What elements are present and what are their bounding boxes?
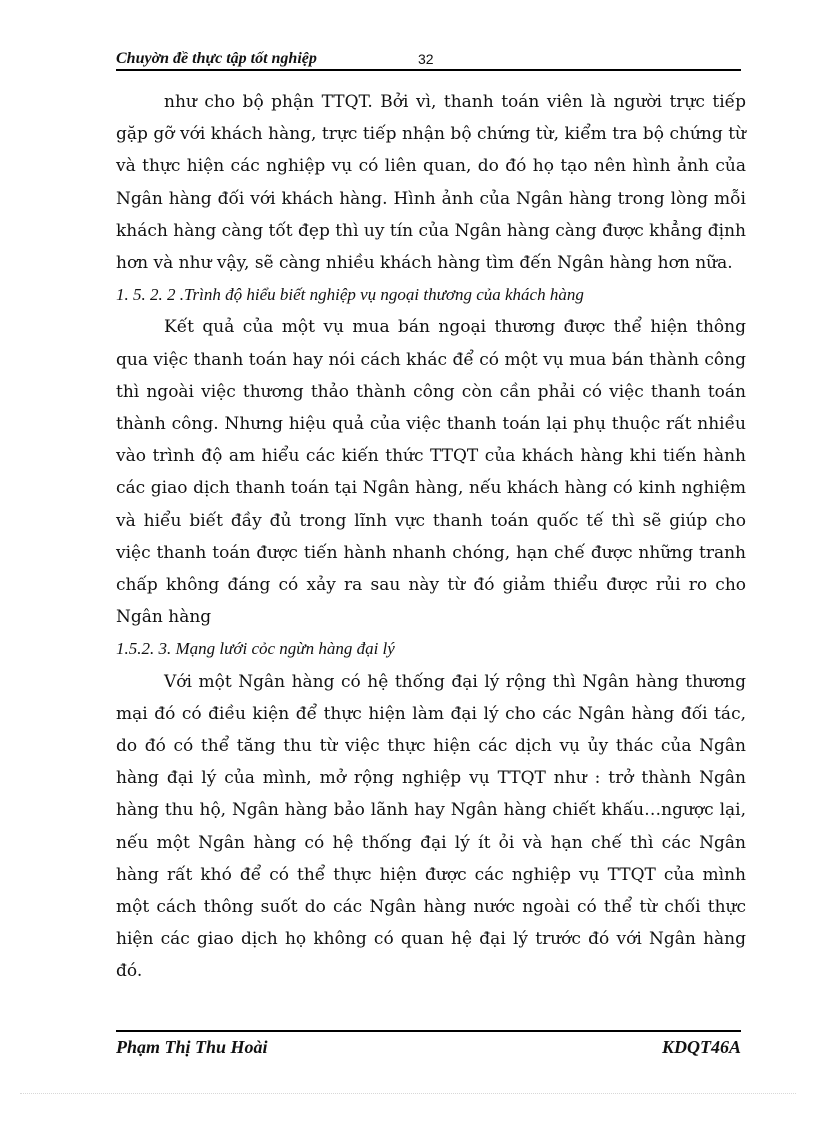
section-heading: 1.5.2. 3. Mạng lưới cỏc ngừn hàng đại lý bbox=[116, 639, 395, 659]
footer-divider bbox=[116, 1030, 741, 1032]
page-edge-divider bbox=[20, 1093, 796, 1094]
footer-author: Phạm Thị Thu Hoài bbox=[116, 1037, 268, 1057]
section-heading: 1. 5. 2. 2 .Trình độ hiểu biết nghiệp vụ ngoại thương của khách hàng bbox=[116, 285, 584, 305]
document-title: Chuyờn đề thực tập tốt nghiệp bbox=[116, 50, 317, 67]
page-number: 32 bbox=[418, 51, 434, 67]
body-paragraph: như cho bộ phận TTQT. Bởi vì, thanh toán viên là người trực tiếp gặp gỡ với khách hàng, trực tiếp nhận bộ chứng từ, kiểm tra bộ chứng từ và thực hiện các nghiệp vụ có liên quan, do đó họ tạo nên hình ảnh của Ngân hàng đối với khách hàng. Hình ảnh của Ngân hàng trong lòng mỗi khách hàng càng tốt đẹp thì uy tín của Ngân hàng càng được khẳng định hơn và như vậy, sẽ càng nhiều khách hàng tìm đến Ngân hàng hơn nữa. bbox=[116, 92, 746, 274]
header-divider bbox=[116, 69, 741, 71]
body-paragraph: Với một Ngân hàng có hệ thống đại lý rộng thì Ngân hàng thương mại đó có điều kiện để thực hiện làm đại lý cho các Ngân hàng đối tác, do đó có thể tăng thu từ việc thực hiện các dịch vụ ủy thác của Ngân hàng đại lý của mình, mở rộng nghiệp vụ TTQT như : trở thành Ngân hàng thu hộ, Ngân hàng bảo lãnh hay Ngân hàng chiết khấu…ngược lại, nếu một Ngân hàng có hệ thống đại lý ít ỏi và hạn chế thì các Ngân hàng rất khó để có thể thực hiện được các nghiệp vụ TTQT của mình một cách thông suốt do các Ngân hàng nước ngoài có thể từ chối thực hiện các giao dịch họ không có quan hệ đại lý trước đó với Ngân hàng đó. bbox=[116, 671, 746, 982]
document-body bbox=[116, 86, 746, 988]
body-paragraph: Kết quả của một vụ mua bán ngoại thương được thể hiện thông qua việc thanh toán hay nói cách khác để có một vụ mua bán thành công thì ngoài việc thương thảo thành công còn cần phải có việc thanh toán thành công. Nhưng hiệu quả của việc thanh toán lại phụ thuộc rất nhiều vào trình độ am hiểu các kiến thức TTQT của khách hàng khi tiến hành các giao dịch thanh toán tại Ngân hàng, nếu khách hàng có kinh nghiệm và hiểu biết đầy đủ trong lĩnh vực thanh toán quốc tế thì sẽ giúp cho việc thanh toán được tiến hành nhanh chóng, hạn chế được những tranh chấp không đáng có xảy ra sau này từ đó giảm thiểu được rủi ro cho Ngân hàng bbox=[116, 317, 746, 628]
footer-class-code: KDQT46A bbox=[661, 1037, 741, 1057]
